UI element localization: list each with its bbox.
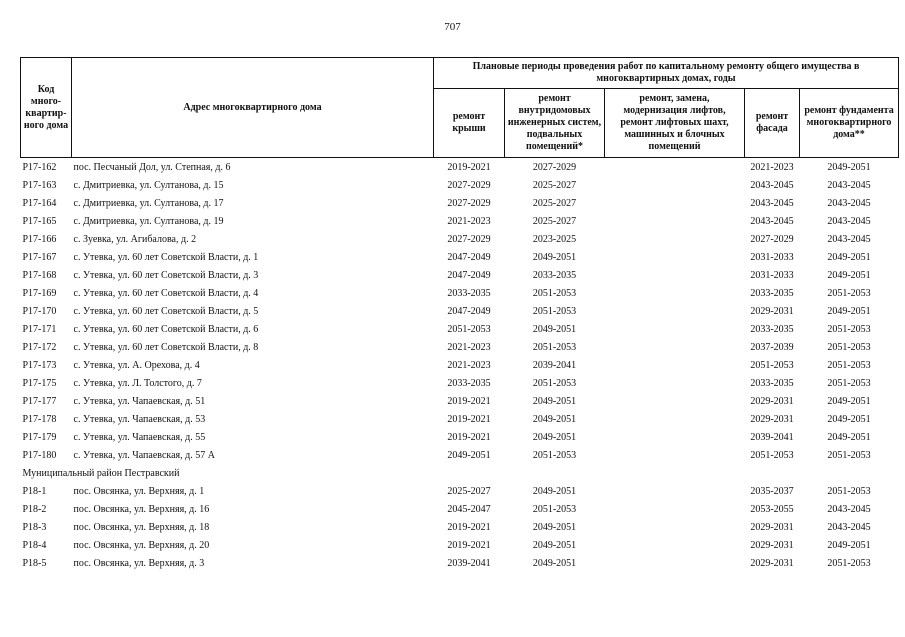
- cell-code: Р17-180: [22, 449, 57, 461]
- cell-address: с. Утевка, ул. Чапаевская, д. 57 А: [73, 449, 215, 461]
- cell-code: Р17-163: [22, 179, 57, 191]
- cell-code: Р17-175: [22, 377, 57, 389]
- cell-systems: 2025-2027: [532, 197, 577, 209]
- cell-systems: 2025-2027: [532, 215, 577, 227]
- cell-address: с. Утевка, ул. 60 лет Советской Власти, д. 5: [73, 305, 259, 317]
- cell-systems: 2051-2053: [532, 449, 577, 461]
- cell-elevators: [605, 500, 745, 518]
- cell-foundation: 2049-2051: [827, 161, 871, 173]
- cell-systems: 2025-2027: [532, 179, 577, 191]
- cell-facade: 2029-2031: [750, 539, 794, 551]
- cell-foundation: 2051-2053: [827, 287, 871, 299]
- cell-elevators: [605, 446, 745, 464]
- cell-elevators: [605, 302, 745, 320]
- cell-roof: 2039-2041: [447, 557, 491, 569]
- cell-address: пос. Песчаный Дол, ул. Степная, д. 6: [73, 161, 231, 173]
- cell-facade: 2037-2039: [750, 341, 794, 353]
- cell-elevators: [605, 266, 745, 284]
- table-row: [21, 266, 899, 284]
- cell-facade: 2033-2035: [750, 377, 794, 389]
- cell-foundation: 2051-2053: [827, 323, 871, 335]
- cell-elevators: [605, 194, 745, 212]
- cell-code: Р17-179: [22, 431, 57, 443]
- cell-elevators: [605, 482, 745, 500]
- cell-code: Р18-3: [22, 521, 47, 533]
- table-row: [21, 536, 899, 554]
- cell-facade: 2029-2031: [750, 521, 794, 533]
- cell-code: Р17-171: [22, 323, 57, 335]
- cell-code: Р18-1: [22, 485, 47, 497]
- table-row: [21, 212, 899, 230]
- cell-roof: 2027-2029: [447, 179, 491, 191]
- page-number: 707: [444, 21, 461, 33]
- table-row: [21, 158, 899, 177]
- cell-address: с. Дмитриевка, ул. Султанова, д. 17: [73, 197, 224, 209]
- header-address: Адрес многоквартирного дома: [72, 58, 434, 158]
- cell-code: Р17-177: [22, 395, 57, 407]
- cell-facade: 2027-2029: [750, 233, 794, 245]
- cell-foundation: 2049-2051: [827, 395, 871, 407]
- cell-address: с. Утевка, ул. 60 лет Советской Власти, д. 1: [73, 251, 259, 263]
- table-row: [21, 356, 899, 374]
- cell-address: с. Зуевка, ул. Агибалова, д. 2: [73, 233, 197, 245]
- cell-facade: 2033-2035: [750, 323, 794, 335]
- cell-elevators: [605, 158, 745, 177]
- table-row: [21, 302, 899, 320]
- cell-code: Р17-165: [22, 215, 57, 227]
- cell-code: Р17-167: [22, 251, 57, 263]
- cell-elevators: [605, 248, 745, 266]
- cell-elevators: [605, 212, 745, 230]
- cell-elevators: [605, 410, 745, 428]
- header-elevators: ремонт, замена, модернизация лифтов, ремонт лифтовых шахт, машинных и блочных помещений: [605, 89, 745, 158]
- cell-elevators: [605, 518, 745, 536]
- table-row: [21, 428, 899, 446]
- cell-foundation: 2043-2045: [827, 197, 871, 209]
- table-row: [21, 176, 899, 194]
- table-row: [21, 320, 899, 338]
- cell-foundation: 2043-2045: [827, 233, 871, 245]
- cell-elevators: [605, 338, 745, 356]
- cell-address: с. Утевка, ул. Чапаевская, д. 53: [73, 413, 206, 425]
- header-planned-periods: Плановые периоды проведения работ по капитальному ремонту общего имущества в многоквартирных домах, годы: [434, 58, 899, 89]
- cell-systems: 2049-2051: [532, 251, 577, 263]
- cell-facade: 2043-2045: [750, 215, 794, 227]
- cell-systems: 2049-2051: [532, 431, 577, 443]
- cell-systems: 2049-2051: [532, 323, 577, 335]
- table-row: [21, 500, 899, 518]
- cell-roof: 2047-2049: [447, 251, 491, 263]
- cell-roof: 2027-2029: [447, 197, 491, 209]
- cell-systems: 2051-2053: [532, 287, 577, 299]
- cell-foundation: 2051-2053: [827, 557, 871, 569]
- cell-address: с. Дмитриевка, ул. Султанова, д. 19: [73, 215, 224, 227]
- header-foundation: ремонт фундамента многоквартирного дома**: [800, 89, 899, 158]
- cell-elevators: [605, 374, 745, 392]
- cell-roof: 2049-2051: [447, 449, 491, 461]
- table-row: [21, 248, 899, 266]
- cell-address: с. Утевка, ул. 60 лет Советской Власти, д. 8: [73, 341, 259, 353]
- cell-facade: 2039-2041: [750, 431, 794, 443]
- cell-systems: 2049-2051: [532, 557, 577, 569]
- cell-roof: 2021-2023: [447, 215, 491, 227]
- cell-address: пос. Овсянка, ул. Верхняя, д. 20: [73, 539, 210, 551]
- cell-code: Р17-166: [22, 233, 57, 245]
- header-code: Код много-квартир-ного дома: [21, 58, 72, 158]
- cell-systems: 2049-2051: [532, 413, 577, 425]
- cell-foundation: 2051-2053: [827, 485, 871, 497]
- cell-address: с. Утевка, ул. 60 лет Советской Власти, д. 6: [73, 323, 259, 335]
- cell-elevators: [605, 428, 745, 446]
- cell-roof: 2019-2021: [447, 521, 491, 533]
- cell-foundation: 2051-2053: [827, 341, 871, 353]
- cell-code: Р18-5: [22, 557, 47, 569]
- cell-elevators: [605, 356, 745, 374]
- cell-roof: 2019-2021: [447, 395, 491, 407]
- cell-elevators: [605, 320, 745, 338]
- cell-elevators: [605, 176, 745, 194]
- cell-code: Р18-4: [22, 539, 47, 551]
- cell-address: пос. Овсянка, ул. Верхняя, д. 18: [73, 521, 210, 533]
- cell-code: Р17-169: [22, 287, 57, 299]
- cell-systems: 2051-2053: [532, 503, 577, 515]
- cell-elevators: [605, 392, 745, 410]
- cell-roof: 2019-2021: [447, 431, 491, 443]
- cell-foundation: 2043-2045: [827, 503, 871, 515]
- cell-code: Р17-164: [22, 197, 57, 209]
- cell-elevators: [605, 230, 745, 248]
- table-row: [21, 482, 899, 500]
- cell-address: с. Утевка, ул. Чапаевская, д. 51: [73, 395, 206, 407]
- cell-systems: 2049-2051: [532, 485, 577, 497]
- cell-facade: 2029-2031: [750, 557, 794, 569]
- table-row: [21, 446, 899, 464]
- table-row: [21, 338, 899, 356]
- cell-code: Р17-170: [22, 305, 57, 317]
- section-title: Муниципальный район Пестравский: [22, 467, 180, 479]
- table-row: [21, 374, 899, 392]
- cell-facade: 2021-2023: [750, 161, 794, 173]
- capital-repair-table: [20, 57, 899, 572]
- cell-systems: 2039-2041: [532, 359, 577, 371]
- cell-systems: 2051-2053: [532, 341, 577, 353]
- cell-facade: 2029-2031: [750, 413, 794, 425]
- cell-foundation: 2051-2053: [827, 377, 871, 389]
- cell-facade: 2051-2053: [750, 449, 794, 461]
- cell-systems: 2027-2029: [532, 161, 577, 173]
- cell-facade: 2031-2033: [750, 269, 794, 281]
- table-body: [21, 158, 899, 573]
- table-row: [21, 410, 899, 428]
- cell-address: с. Утевка, ул. Чапаевская, д. 55: [73, 431, 206, 443]
- table-row: [21, 392, 899, 410]
- cell-roof: 2021-2023: [447, 341, 491, 353]
- cell-foundation: 2049-2051: [827, 431, 871, 443]
- cell-roof: 2033-2035: [447, 377, 491, 389]
- cell-facade: 2053-2055: [750, 503, 794, 515]
- cell-roof: 2019-2021: [447, 413, 491, 425]
- cell-facade: 2043-2045: [750, 179, 794, 191]
- cell-address: пос. Овсянка, ул. Верхняя, д. 3: [73, 557, 205, 569]
- cell-systems: 2051-2053: [532, 377, 577, 389]
- cell-facade: 2029-2031: [750, 305, 794, 317]
- cell-elevators: [605, 536, 745, 554]
- cell-roof: 2025-2027: [447, 485, 491, 497]
- cell-systems: 2023-2025: [532, 233, 577, 245]
- cell-roof: 2019-2021: [447, 539, 491, 551]
- cell-roof: 2027-2029: [447, 233, 491, 245]
- cell-foundation: 2043-2045: [827, 179, 871, 191]
- table-row: [21, 518, 899, 536]
- cell-systems: 2049-2051: [532, 395, 577, 407]
- header-facade: ремонт фасада: [745, 89, 800, 158]
- cell-systems: 2049-2051: [532, 539, 577, 551]
- cell-facade: 2051-2053: [750, 359, 794, 371]
- cell-elevators: [605, 284, 745, 302]
- cell-systems: 2051-2053: [532, 305, 577, 317]
- cell-address: с. Утевка, ул. Л. Толстого, д. 7: [73, 377, 202, 389]
- cell-address: с. Утевка, ул. 60 лет Советской Власти, д. 4: [73, 287, 259, 299]
- cell-code: Р17-173: [22, 359, 57, 371]
- table-row: [21, 230, 899, 248]
- table-header: [21, 58, 899, 158]
- table-row: [21, 284, 899, 302]
- cell-address: пос. Овсянка, ул. Верхняя, д. 16: [73, 503, 210, 515]
- cell-foundation: 2049-2051: [827, 251, 871, 263]
- cell-foundation: 2049-2051: [827, 269, 871, 281]
- cell-foundation: 2049-2051: [827, 305, 871, 317]
- table-row: [21, 554, 899, 572]
- cell-code: Р17-172: [22, 341, 57, 353]
- cell-code: Р17-162: [22, 161, 57, 173]
- cell-foundation: 2051-2053: [827, 359, 871, 371]
- cell-foundation: 2043-2045: [827, 521, 871, 533]
- cell-roof: 2045-2047: [447, 503, 491, 515]
- cell-address: с. Утевка, ул. А. Орехова, д. 4: [73, 359, 200, 371]
- cell-systems: 2049-2051: [532, 521, 577, 533]
- cell-roof: 2051-2053: [447, 323, 491, 335]
- section-row: [21, 464, 899, 482]
- table-row: [21, 194, 899, 212]
- cell-roof: 2021-2023: [447, 359, 491, 371]
- cell-address: с. Утевка, ул. 60 лет Советской Власти, д. 3: [73, 269, 259, 281]
- cell-facade: 2031-2033: [750, 251, 794, 263]
- cell-foundation: 2049-2051: [827, 539, 871, 551]
- cell-facade: 2043-2045: [750, 197, 794, 209]
- cell-foundation: 2043-2045: [827, 215, 871, 227]
- cell-roof: 2047-2049: [447, 269, 491, 281]
- cell-facade: 2033-2035: [750, 287, 794, 299]
- cell-roof: 2019-2021: [447, 161, 491, 173]
- cell-address: с. Дмитриевка, ул. Султанова, д. 15: [73, 179, 224, 191]
- cell-systems: 2033-2035: [532, 269, 577, 281]
- cell-facade: 2029-2031: [750, 395, 794, 407]
- cell-roof: 2047-2049: [447, 305, 491, 317]
- cell-foundation: 2049-2051: [827, 413, 871, 425]
- cell-foundation: 2051-2053: [827, 449, 871, 461]
- cell-address: пос. Овсянка, ул. Верхняя, д. 1: [73, 485, 205, 497]
- header-systems: ремонт внутридомовых инженерных систем, подвальных помещений*: [505, 89, 605, 158]
- cell-code: Р17-168: [22, 269, 57, 281]
- header-roof: ремонт крыши: [434, 89, 505, 158]
- cell-elevators: [605, 554, 745, 572]
- cell-facade: 2035-2037: [750, 485, 794, 497]
- cell-code: Р17-178: [22, 413, 57, 425]
- cell-code: Р18-2: [22, 503, 47, 515]
- cell-roof: 2033-2035: [447, 287, 491, 299]
